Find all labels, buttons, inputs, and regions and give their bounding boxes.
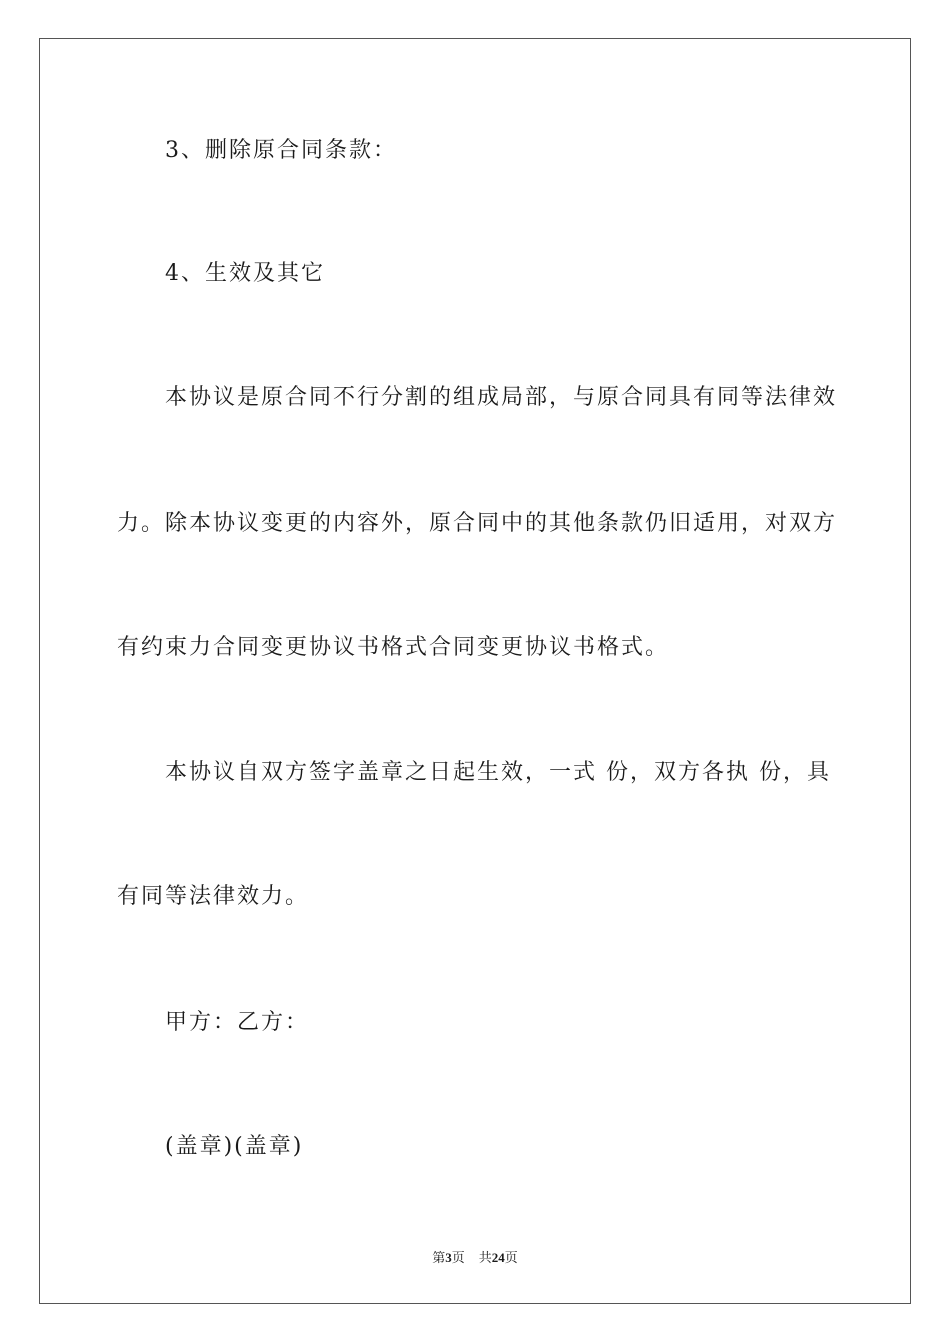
paragraph-line: 力。除本协议变更的内容外，原合同中的其他条款仍旧适用，对双方	[117, 511, 838, 536]
total-suffix: 页	[504, 1250, 518, 1265]
paragraph-line: 有约束力合同变更协议书格式合同变更协议书格式。	[117, 635, 670, 660]
paragraph-line: 有同等法律效力。	[117, 884, 310, 909]
current-page-number: 3	[445, 1250, 452, 1265]
party-labels: 甲方：乙方：	[165, 1010, 310, 1035]
paragraph-line: 本协议是原合同不行分割的组成局部，与原合同具有同等法律效	[165, 385, 838, 410]
total-page-count: 24	[491, 1250, 505, 1265]
page-frame	[39, 38, 911, 1304]
total-prefix: 共	[478, 1250, 492, 1265]
page-footer	[0, 1249, 950, 1267]
page-suffix: 页	[451, 1250, 465, 1265]
paragraph-line: 本协议自双方签字盖章之日起生效，一式 份，双方各执 份，具	[165, 760, 831, 785]
page-prefix: 第	[432, 1250, 446, 1265]
clause-4-heading: 4、生效及其它	[165, 261, 325, 286]
seal-labels: (盖章)(盖章)	[165, 1134, 304, 1159]
clause-3-heading: 3、删除原合同条款：	[165, 138, 397, 163]
